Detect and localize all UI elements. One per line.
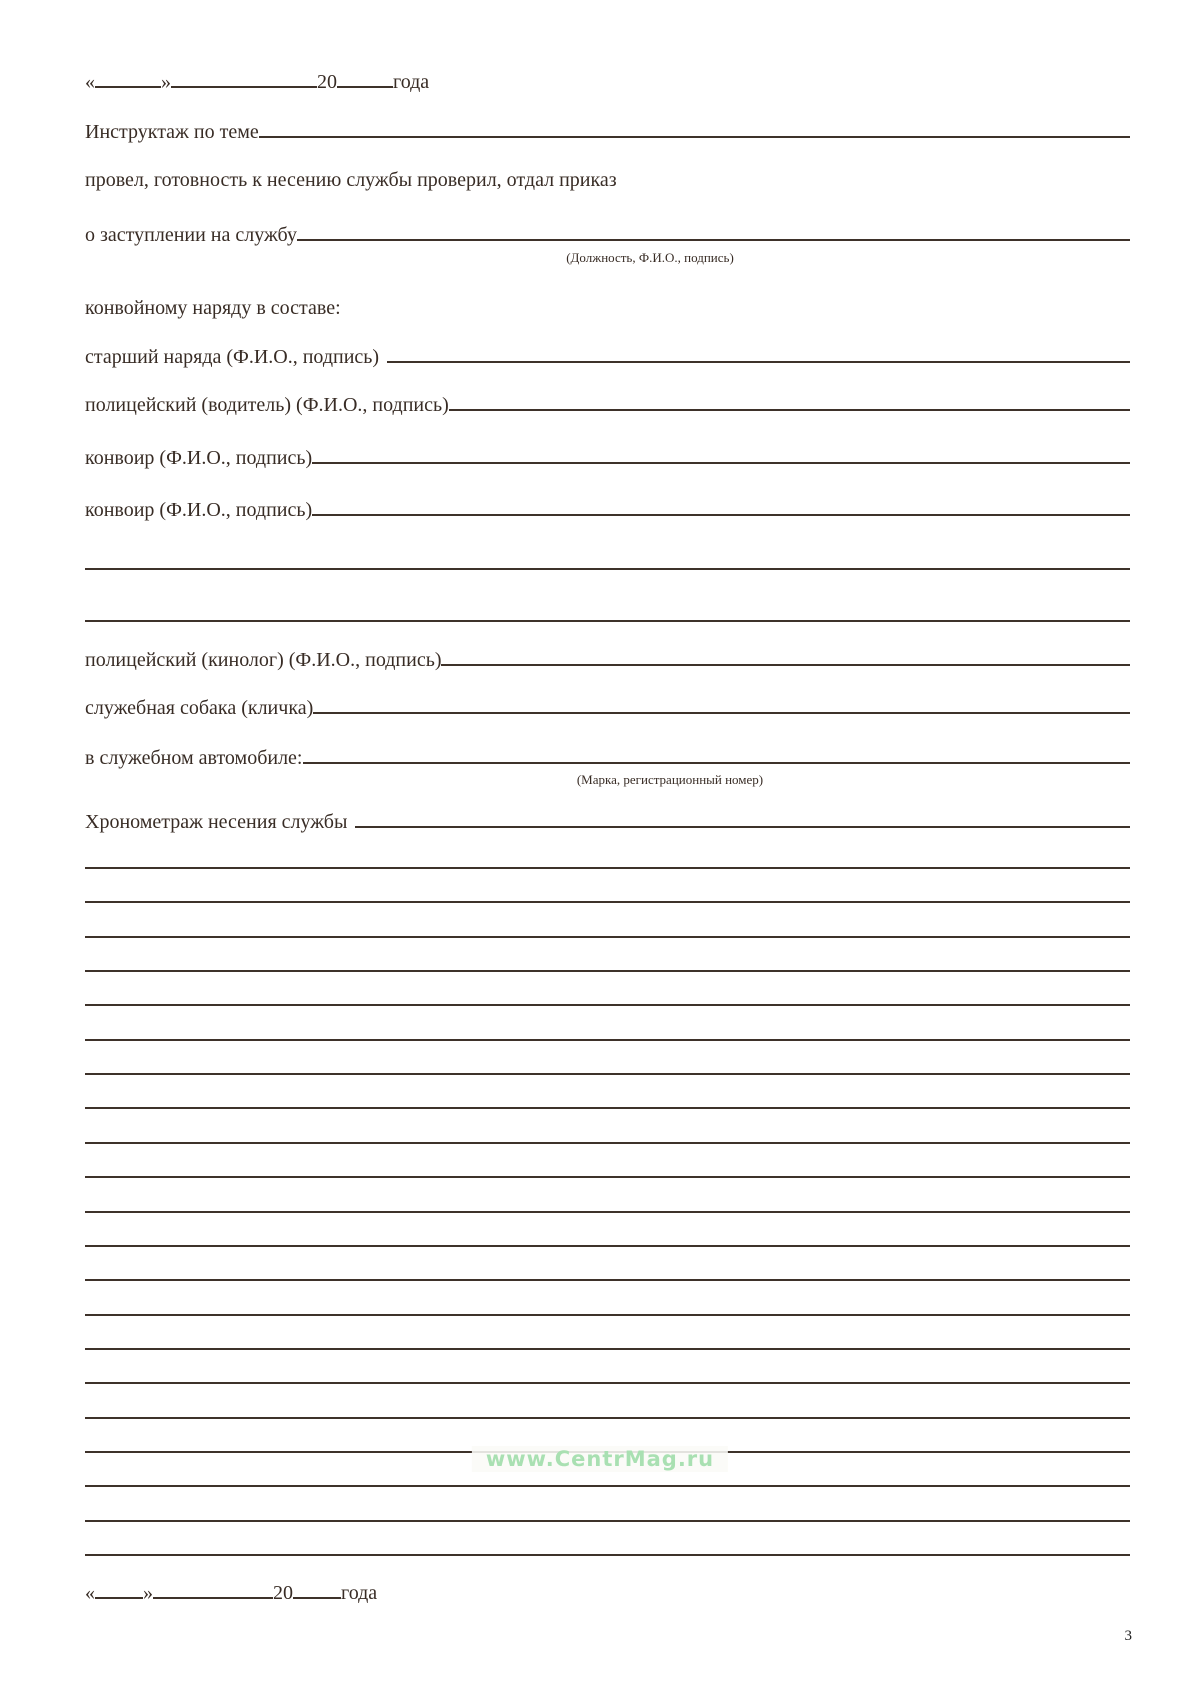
- instructage-topic-field[interactable]: [259, 135, 1130, 138]
- order-officer-field[interactable]: [297, 238, 1130, 241]
- order-label: о заступлении на службу: [85, 224, 297, 246]
- notes-line[interactable]: [85, 1073, 1130, 1075]
- open-quote: «: [85, 71, 95, 93]
- squad-row: [85, 295, 1130, 321]
- instructage-label: Инструктаж по теме: [85, 121, 259, 143]
- convoy1-row: [85, 445, 1130, 471]
- notes-line[interactable]: [85, 1245, 1130, 1247]
- senior-row: [85, 344, 1130, 370]
- squad-label: конвойному наряду в составе:: [85, 297, 341, 319]
- notes-line[interactable]: [85, 1554, 1130, 1556]
- senior-label: старший наряда (Ф.И.О., подпись): [85, 346, 380, 368]
- notes-line[interactable]: [85, 1417, 1130, 1419]
- notes-line[interactable]: [85, 867, 1130, 869]
- conducted-text: провел, готовность к несению службы проверил, отдал приказ: [85, 169, 617, 191]
- dog-row: [85, 695, 1130, 721]
- notes-line[interactable]: [85, 936, 1130, 938]
- date-line-top: [85, 69, 1130, 95]
- close-quote: »: [143, 1582, 153, 1604]
- notes-line[interactable]: [85, 1485, 1130, 1487]
- extra-line[interactable]: [85, 620, 1130, 622]
- notes-line[interactable]: [85, 970, 1130, 972]
- notes-line[interactable]: [85, 1039, 1130, 1041]
- notes-line[interactable]: [85, 1314, 1130, 1316]
- chronometry-label: Хронометраж несения службы: [85, 811, 348, 833]
- year-suffix: года: [393, 71, 430, 93]
- dog-label: служебная собака (кличка): [85, 697, 314, 719]
- date-year-field[interactable]: [337, 85, 393, 88]
- notes-line[interactable]: [85, 1107, 1130, 1109]
- page-number: 3: [1124, 1628, 1132, 1644]
- chronometry-row: [85, 809, 1130, 835]
- dog-name-field[interactable]: [313, 711, 1130, 714]
- open-quote: «: [85, 1582, 95, 1604]
- convoy2-field[interactable]: [312, 513, 1130, 516]
- close-quote: »: [161, 71, 171, 93]
- date-day-field[interactable]: [95, 85, 161, 88]
- date-month-field[interactable]: [153, 1596, 273, 1599]
- date-day-field[interactable]: [95, 1596, 143, 1599]
- driver-field[interactable]: [449, 408, 1130, 411]
- date-month-field[interactable]: [171, 85, 317, 88]
- cynologist-label: полицейский (кинолог) (Ф.И.О., подпись): [85, 649, 442, 671]
- vehicle-row: [85, 745, 1130, 771]
- notes-line[interactable]: [85, 1382, 1130, 1384]
- notes-line[interactable]: [85, 901, 1130, 903]
- date-year-field[interactable]: [293, 1596, 341, 1599]
- driver-row: [85, 392, 1130, 418]
- convoy2-label: конвоир (Ф.И.О., подпись): [85, 499, 313, 521]
- extra-line[interactable]: [85, 568, 1130, 570]
- notes-line[interactable]: [85, 1211, 1130, 1213]
- vehicle-field[interactable]: [303, 761, 1131, 764]
- notes-line[interactable]: [85, 1520, 1130, 1522]
- chronometry-field[interactable]: [355, 825, 1130, 828]
- convoy1-field[interactable]: [312, 461, 1130, 464]
- cynologist-row: [85, 647, 1130, 673]
- notes-line[interactable]: [85, 1176, 1130, 1178]
- notes-line[interactable]: [85, 1142, 1130, 1144]
- order-caption: (Должность, Ф.И.О., подпись): [566, 250, 734, 265]
- vehicle-caption: (Марка, регистрационный номер): [576, 772, 764, 787]
- convoy1-label: конвоир (Ф.И.О., подпись): [85, 447, 313, 469]
- century-prefix: 20: [317, 71, 337, 93]
- notes-line[interactable]: [85, 1348, 1130, 1350]
- cynologist-field[interactable]: [441, 663, 1130, 666]
- conducted-row: [85, 167, 1130, 193]
- notes-line[interactable]: [85, 1004, 1130, 1006]
- convoy2-row: [85, 497, 1130, 523]
- order-row: [85, 222, 1130, 248]
- date-line-bottom: [85, 1580, 1130, 1606]
- watermark: www.CentrMag.ru: [472, 1446, 728, 1472]
- year-suffix: года: [341, 1582, 378, 1604]
- notes-line[interactable]: [85, 1279, 1130, 1281]
- driver-label: полицейский (водитель) (Ф.И.О., подпись): [85, 394, 449, 416]
- instructage-row: [85, 119, 1130, 145]
- vehicle-label: в служебном автомобиле:: [85, 747, 303, 769]
- senior-field[interactable]: [387, 360, 1130, 363]
- century-prefix: 20: [273, 1582, 293, 1604]
